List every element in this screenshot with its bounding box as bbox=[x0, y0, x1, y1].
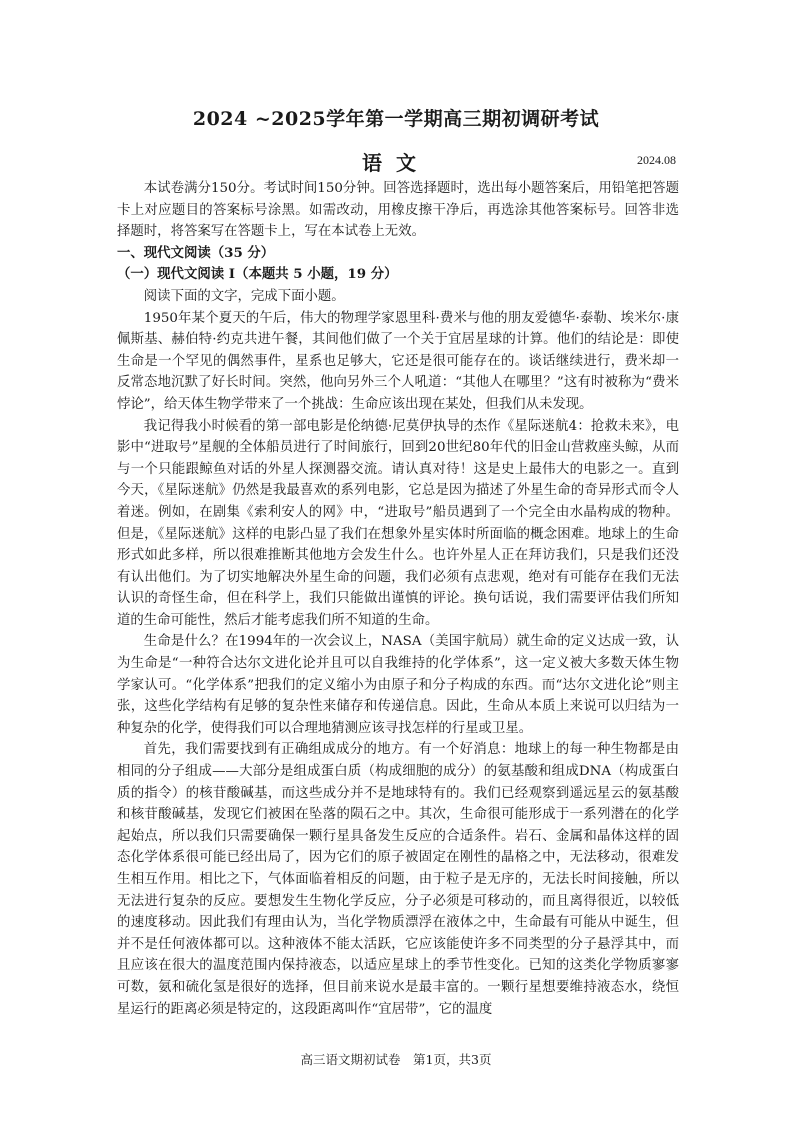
exam-content bbox=[117, 178, 679, 1020]
exam-title: 2024 ~2025学年第一学期高三期初调研考试 bbox=[192, 108, 600, 130]
section-heading: 一、现代文阅读（35 分） bbox=[117, 244, 275, 261]
reading-direction: 阅读下面的文字，完成下面小题。 bbox=[143, 288, 345, 304]
passage-paragraph: 1950年某个夏天的午后，伟大的物理学家恩里科·费米与他的朋友爱德华·泰勒、埃米尔·康佩斯基、赫伯特·约克共进午餐，其间他们做了一个关于宜居星球的计算。他们的结论是：即使生命是一个罕见的偶然事件，星系也足够大，它还是很可能存在的。谈话继续进行，费米却一反常态地沉默了好长时间。突然，他向另外三个人吼道：“其他人在哪里？”这有时被称为“费米悖论”，给天体生物学带来了一个挑战：生命应该出现在某处，但我们从未发现。 bbox=[117, 310, 679, 412]
passage-paragraph: 我记得我小时候看的第一部电影是伦纳德·尼莫伊执导的杰作《星际迷航4：抢救未来》，电影中“进取号”星舰的全体船员进行了时间旅行，回到20世纪80年代的旧金山营救座头鲸，从而与一个只能跟鲸鱼对话的外星人探测器交流。请认真对待！这是史上最伟大的电影之一。直到今天，《星际迷航》仍然是我最喜欢的系列电影，它总是因为描述了外星生命的奇异形式而令人着迷。例如，在剧集《索利安人的网》中，“进取号”船员遇到了一个完全由水晶构成的物种。但是，《星际迷航》这样的电影凸显了我们在想象外星实体时所面临的概念困难。地球上的生命形式如此多样，所以很难推断其他地方会发生什么。也许外星人正在拜访我们，只是我们还没有认出他们。为了切实地解决外星生命的问题，我们必须有点悲观，绝对有可能存在我们无法认识的奇怪生命，但在科学上，我们只能做出谨慎的评论。换句话说，我们需要评估我们所知道的生命可能性，然后才能考虑我们所不知道的生命。 bbox=[117, 418, 679, 628]
subject-title: 语文 bbox=[362, 151, 430, 175]
section-subheading: （一）现代文阅读 I（本题共 5 小题，19 分） bbox=[117, 266, 398, 283]
instructions: 本试卷满分150分。考试时间150分钟。回答选择题时，选出每小题答案后，用铅笔把答题卡上对应题目的答案标号涂黑。如需改动，用橡皮擦干净后，再选涂其他答案标号。回答非选择题时，将答案写在答题卡上，写在本试卷上无效。 bbox=[117, 181, 679, 240]
passage-paragraph: 生命是什么？在1994年的一次会议上，NASA（美国宇航局）就生命的定义达成一致，认为生命是“一种符合达尔文进化论并且可以自我维持的化学体系”，这一定义被大多数天体生物学家认可。“化学体系”把我们的定义缩小为由原子和分子构成的东西。而“达尔文进化论”则主张，这些化学结构有足够的复杂性来储存和传递信息。因此，生命从本质上来说可以归结为一种复杂的化学，使得我们可以合理地猜测应该寻找怎样的行星或卫星。 bbox=[117, 634, 679, 736]
exam-date: 2024.08 bbox=[637, 153, 676, 167]
passage-paragraph: 首先，我们需要找到有正确组成成分的地方。有一个好消息：地球上的每一种生物都是由相同的分子组成——大部分是组成蛋白质（构成细胞的成分）的氨基酸和组成DNA（构成蛋白质的指令）的核苷酸碱基，而这些成分并不是地球特有的。我们已经观察到遥远星云的氨基酸和核苷酸碱基，发现它们被困在坠落的陨石之中。其次，生命很可能形成于一系列潜在的化学起始点，所以我们只需要确保一颗行星具备发生反应的合适条件。岩石、金属和晶体这样的固态化学体系很可能已经出局了，因为它们的原子被固定在刚性的晶格之中，无法移动，很难发生相互作用。相比之下，气体面临着相反的问题，由于粒子是无序的，无法长时间接触，所以无法进行复杂的反应。要想发生生物化学反应，分子必须是可移动的，而且离得很近，以较低的速度移动。因此我们有理由认为，当化学物质漂浮在液体之中，生命最有可能从中诞生，但并不是任何液体都可以。这种液体不能太活跃，它应该能使许多不同类型的分子悬浮其中，而且应该在很大的温度范围内保持液态，以适应星球上的季节性变化。已知的这类化学物质寥寥可数，氨和硫化氢是很好的选择，但目前来说水是最丰富的。一颗行星想要维持液态水，绕恒星运行的距离必须是特定的，这段距离叫作“宜居带”，它的温度 bbox=[117, 742, 679, 1017]
page-footer: 高三语文期初试卷 第1页，共3页 bbox=[300, 1052, 492, 1067]
